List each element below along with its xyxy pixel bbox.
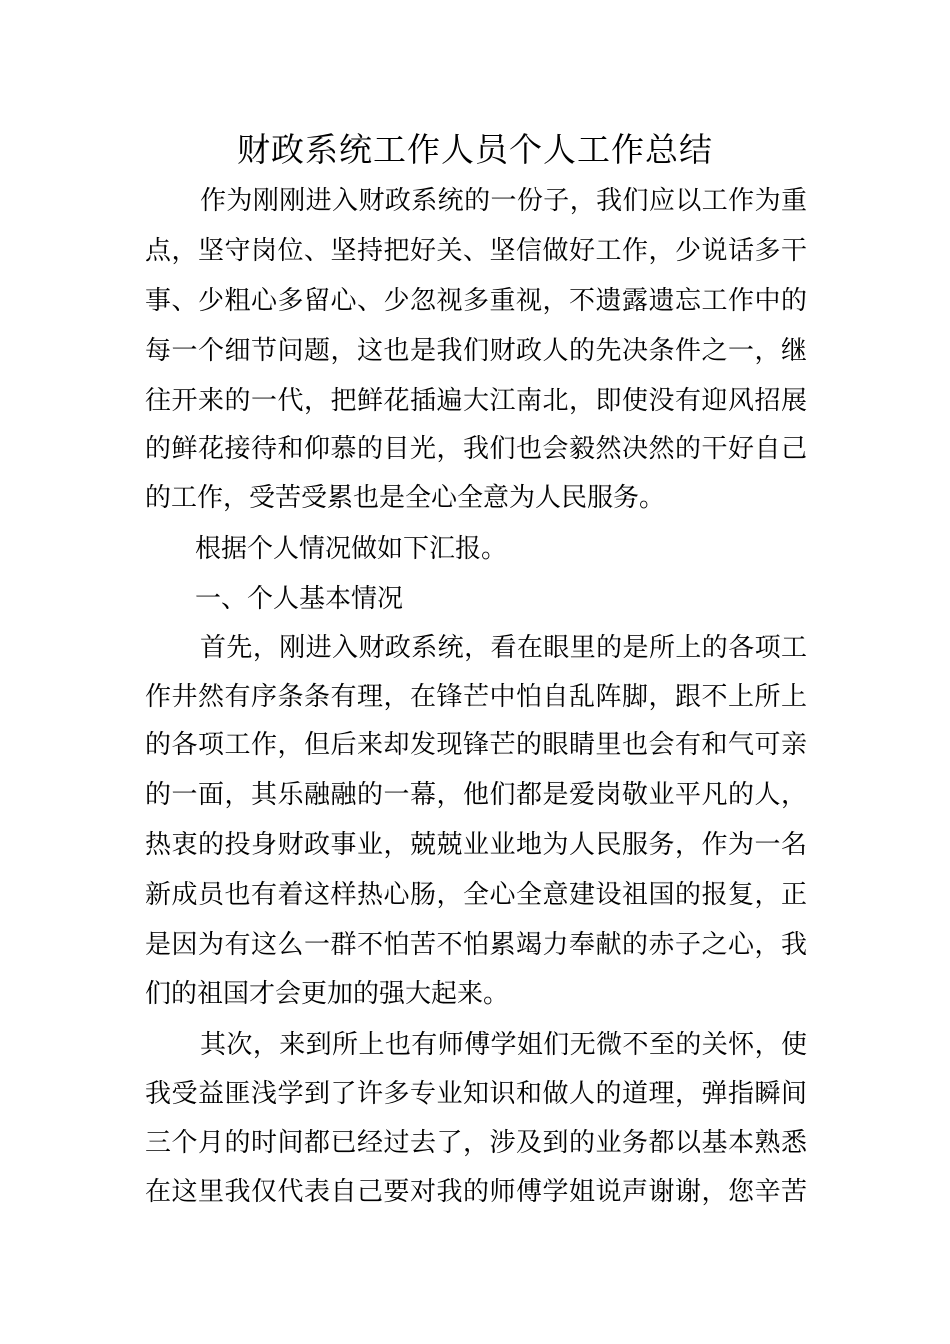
paragraph-line: 新成员也有着这样热心肠，全心全意建设祖国的报复，正: [145, 880, 807, 910]
section-heading: 一、个人基本情况: [195, 584, 404, 614]
paragraph-line: 我受益匪浅学到了许多专业知识和做人的道理，弹指瞬间: [145, 1079, 807, 1109]
paragraph-line: 作井然有序条条有理，在锋芒中怕自乱阵脚，跟不上所上: [145, 682, 807, 712]
paragraph-line: 首先，刚进入财政系统，看在眼里的是所上的各项工: [200, 633, 807, 663]
paragraph-line: 的鲜花接待和仰慕的目光，我们也会毅然决然的干好自己: [145, 434, 807, 464]
paragraph-line: 往开来的一代，把鲜花插遍大江南北，即使没有迎风招展: [145, 386, 807, 416]
paragraph-line: 是因为有这么一群不怕苦不怕累竭力奉献的赤子之心，我: [145, 930, 807, 960]
document-title: 财政系统工作人员个人工作总结: [237, 130, 713, 169]
paragraph-line: 三个月的时间都已经过去了，涉及到的业务都以基本熟悉: [145, 1128, 807, 1158]
paragraph-line: 的各项工作，但后来却发现锋芒的眼睛里也会有和气可亲: [145, 730, 807, 760]
paragraph-line: 的工作，受苦受累也是全心全意为人民服务。: [145, 483, 666, 513]
paragraph-line: 热衷的投身财政事业，兢兢业业地为人民服务，作为一名: [145, 830, 807, 860]
paragraph-line: 作为刚刚进入财政系统的一份子，我们应以工作为重: [200, 186, 807, 216]
paragraph-line: 在这里我仅代表自己要对我的师傅学姐说声谢谢，您辛苦: [145, 1177, 807, 1207]
paragraph-line: 点，坚守岗位、坚持把好关、坚信做好工作，少说话多干: [145, 236, 807, 266]
paragraph-line: 们的祖国才会更加的强大起来。: [145, 979, 510, 1009]
paragraph-line: 的一面，其乐融融的一幕，他们都是爱岗敬业平凡的人，: [145, 780, 807, 810]
paragraph-line: 事、少粗心多留心、少忽视多重视，不遗露遗忘工作中的: [145, 286, 807, 316]
paragraph-line: 每一个细节问题，这也是我们财政人的先决条件之一，继: [145, 336, 807, 366]
paragraph-line: 根据个人情况做如下汇报。: [195, 534, 508, 564]
paragraph-line: 其次，来到所上也有师傅学姐们无微不至的关怀，使: [200, 1030, 807, 1060]
